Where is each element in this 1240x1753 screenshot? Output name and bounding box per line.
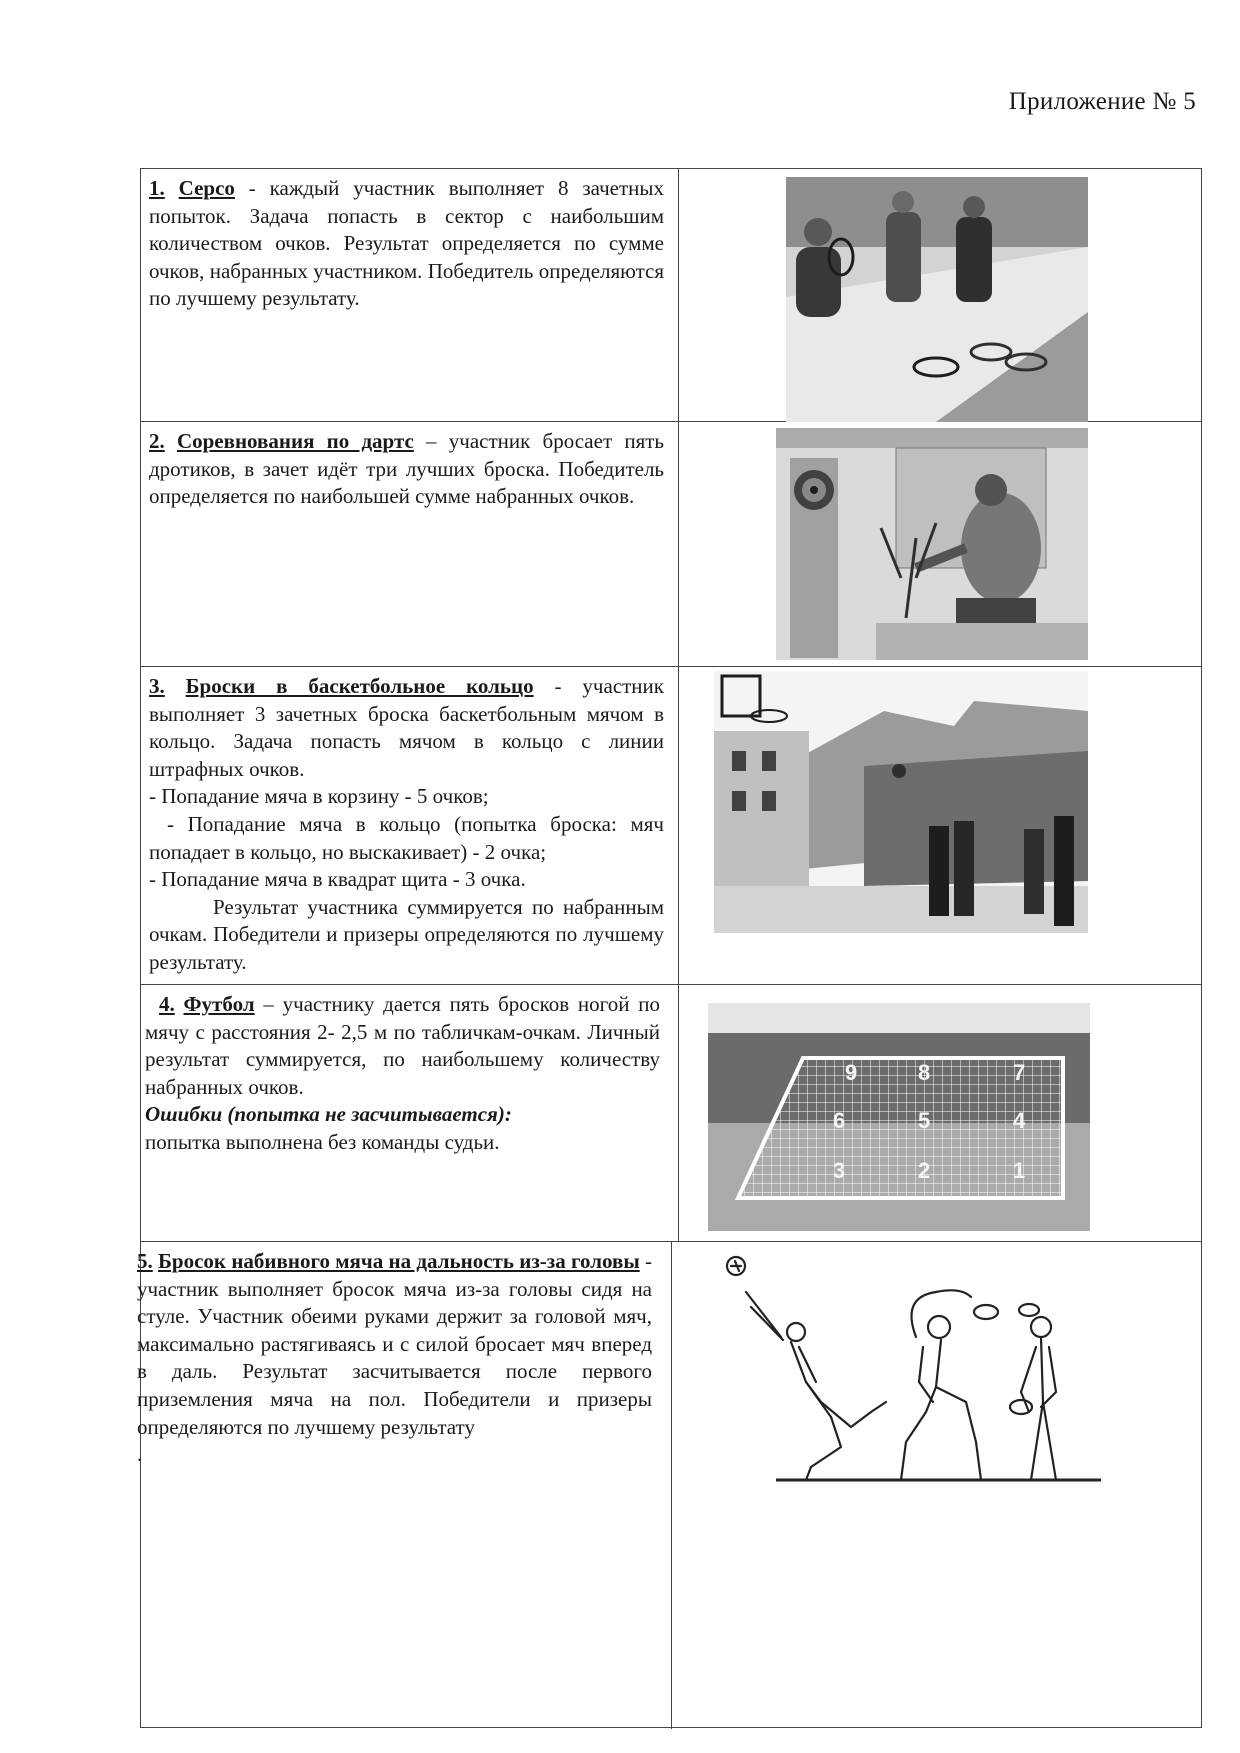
football-goal-photo: [708, 1003, 1090, 1231]
goal-number: 2: [918, 1158, 931, 1183]
goal-number: 6: [833, 1108, 846, 1133]
rule-text: [137, 1248, 652, 1469]
ring-toss-photo: [786, 177, 1088, 422]
goal-number: 9: [845, 1060, 858, 1085]
rule-title: Бросок набивного мяча на дальность из-за головы: [158, 1249, 640, 1273]
goal-number: 7: [1013, 1060, 1026, 1085]
rule-item: - Попадание мяча в корзину - 5 очков;: [149, 784, 489, 809]
column-divider: [678, 169, 679, 421]
page-label: Приложение № 5: [1008, 88, 1196, 115]
rule-description: - участник выполняет бросок мяча из-за головы сидя на стуле. Участник обеими руками держит за головой мяч, максимально растягиваясь и с силой бросает мяч вперед в даль. Результат засчитывается после первого приземления мяча на пол. Победители и призеры определяются по лучшему результату: [137, 1249, 653, 1439]
rule-result: Результат участника суммируется по набранным очкам. Победители и призеры определяются по лучшему результату.: [149, 894, 664, 974]
errors-title: Ошибки (попытка не засчитывается):: [145, 1102, 512, 1127]
column-divider: [678, 985, 679, 1241]
column-divider: [671, 1242, 672, 1729]
table-row: [141, 169, 1201, 422]
rule-description: – участник бросает пять дротиков, в зачет идёт три лучших броска. Победитель определяется по наибольшей сумме набранных очков.: [149, 429, 664, 509]
rule-number: 2.: [149, 429, 165, 453]
rule-description: - каждый участник выполняет 8 зачетных попыток. Задача попасть в сектор с наибольшим количеством очков. Результат определяется по сумме очков, набранных участником. Победитель определяются по лучшему результату.: [149, 176, 665, 311]
rule-title: Серсо: [178, 176, 235, 200]
table-row: [141, 985, 1201, 1242]
goal-number: 5: [918, 1108, 931, 1133]
column-divider: [678, 422, 679, 666]
rule-number: 1.: [149, 176, 165, 200]
rule-text: [149, 175, 664, 313]
rule-number: 4.: [159, 992, 175, 1016]
goal-number: 3: [833, 1158, 846, 1183]
table-row: [137, 1242, 1201, 1729]
rule-title: Футбол: [183, 992, 255, 1016]
rule-number: 3.: [149, 674, 165, 698]
rule-description: - участник выполняет 3 зачетных броска баскетбольным мячом в кольцо. Задача попасть мячом в кольцо с линии штрафных очков.: [149, 674, 664, 781]
table-row: [141, 422, 1201, 667]
basketball-photo: [714, 671, 1088, 933]
rule-text: [149, 673, 664, 977]
column-divider: [678, 667, 679, 984]
rule-text: [149, 428, 664, 511]
rule-description: – участнику дается пять бросков ногой по мячу с расстояния 2- 2,5 м по табличкам-очкам. Личный результат суммируется, по наибольшему количеству набранных очков.: [145, 992, 660, 1099]
errors-text: попытка выполнена без команды судьи.: [145, 1129, 500, 1154]
goal-number: 8: [918, 1060, 931, 1085]
medicine-ball-throw-illustration: [711, 1252, 1101, 1482]
rule-item: - Попадание мяча в квадрат щита - 3 очка.: [149, 867, 526, 892]
rule-trailing-mark: .: [137, 1442, 143, 1467]
rules-table: [137, 168, 1202, 1728]
rule-text: [145, 991, 660, 1157]
table-row: [141, 667, 1201, 985]
darts-photo: [776, 428, 1088, 660]
goal-number: 4: [1013, 1108, 1026, 1133]
rule-title: Броски в баскетбольное кольцо: [185, 674, 534, 698]
rule-number: 5.: [137, 1249, 153, 1273]
goal-number: 1: [1013, 1158, 1026, 1183]
rule-title: Соревнования по дартс: [176, 429, 414, 453]
rule-item: - Попадание мяча в кольцо (попытка броска: мяч попадает в кольцо, но выскакивает) - 2 очка;: [149, 811, 664, 864]
